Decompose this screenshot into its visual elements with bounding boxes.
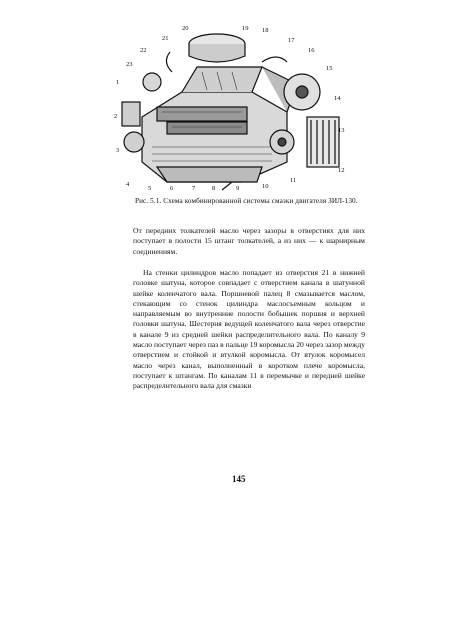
callout-label: 23: [126, 61, 133, 68]
callout-label: 8: [212, 185, 216, 192]
figure-caption: Рис. 5.1. Схема комбинированной системы смазки двигателя ЗИЛ-130.: [135, 197, 358, 205]
callout-label: 19: [242, 25, 249, 32]
callout-label: 1: [116, 79, 120, 86]
callout-label: 10: [262, 183, 269, 190]
callout-label: 18: [262, 27, 269, 34]
callout-label: 22: [140, 47, 147, 54]
callout-label: 6: [170, 185, 174, 192]
callout-label: 7: [192, 185, 196, 192]
page-number: 145: [232, 474, 246, 484]
callout-label: 3: [116, 147, 120, 154]
callout-label: 15: [326, 65, 333, 72]
callout-label: 5: [148, 185, 152, 192]
engine-lubrication-figure: [112, 22, 347, 192]
callout-label: 20: [182, 25, 189, 32]
callout-label: 17: [288, 37, 295, 44]
paragraph: От передних толкателей масло через зазоры в отверстиях для них поступает в полости 15 штанг толкателей, а из них — к шарнирным соединениям.: [133, 226, 365, 256]
callout-label: 14: [334, 95, 341, 102]
callout-label: 13: [338, 127, 345, 134]
callout-label: 2: [114, 113, 118, 120]
callout-label: 12: [338, 167, 345, 174]
callout-label: 9: [236, 185, 240, 192]
callout-label: 21: [162, 35, 169, 42]
engine-illustration: [112, 22, 347, 192]
callout-label: 11: [290, 177, 297, 184]
paragraph: На стенки цилиндров масло попадает из отверстия 21 в нижней головке шатуна, которое совпадает с отверстием канала в шатунной шейке коленчатого вала. Поршневой палец 8 смазывается маслом, стекающим со стенок цилиндра маслосъемным кольцом и направляемым во внутренние полости бобышек поршня и верхней головки шатуна. Шестерня ведущей коленчатого вала через отверстие в канале 9 из средней шейки распределительного вала. По каналу 9 масло поступает через паз в пальце 19 коромысла 20 через зазор между отверстием и стойкой и втулкой коромысла. От втулок коромысел масло через канал, выполненный в коротком плече коромысла, поступает к штангам. По каналам 11 в перемычке и передней шейке распределительного вала для смазки: [133, 268, 365, 391]
callout-label: 4: [126, 181, 130, 188]
callout-label: 16: [308, 47, 315, 54]
